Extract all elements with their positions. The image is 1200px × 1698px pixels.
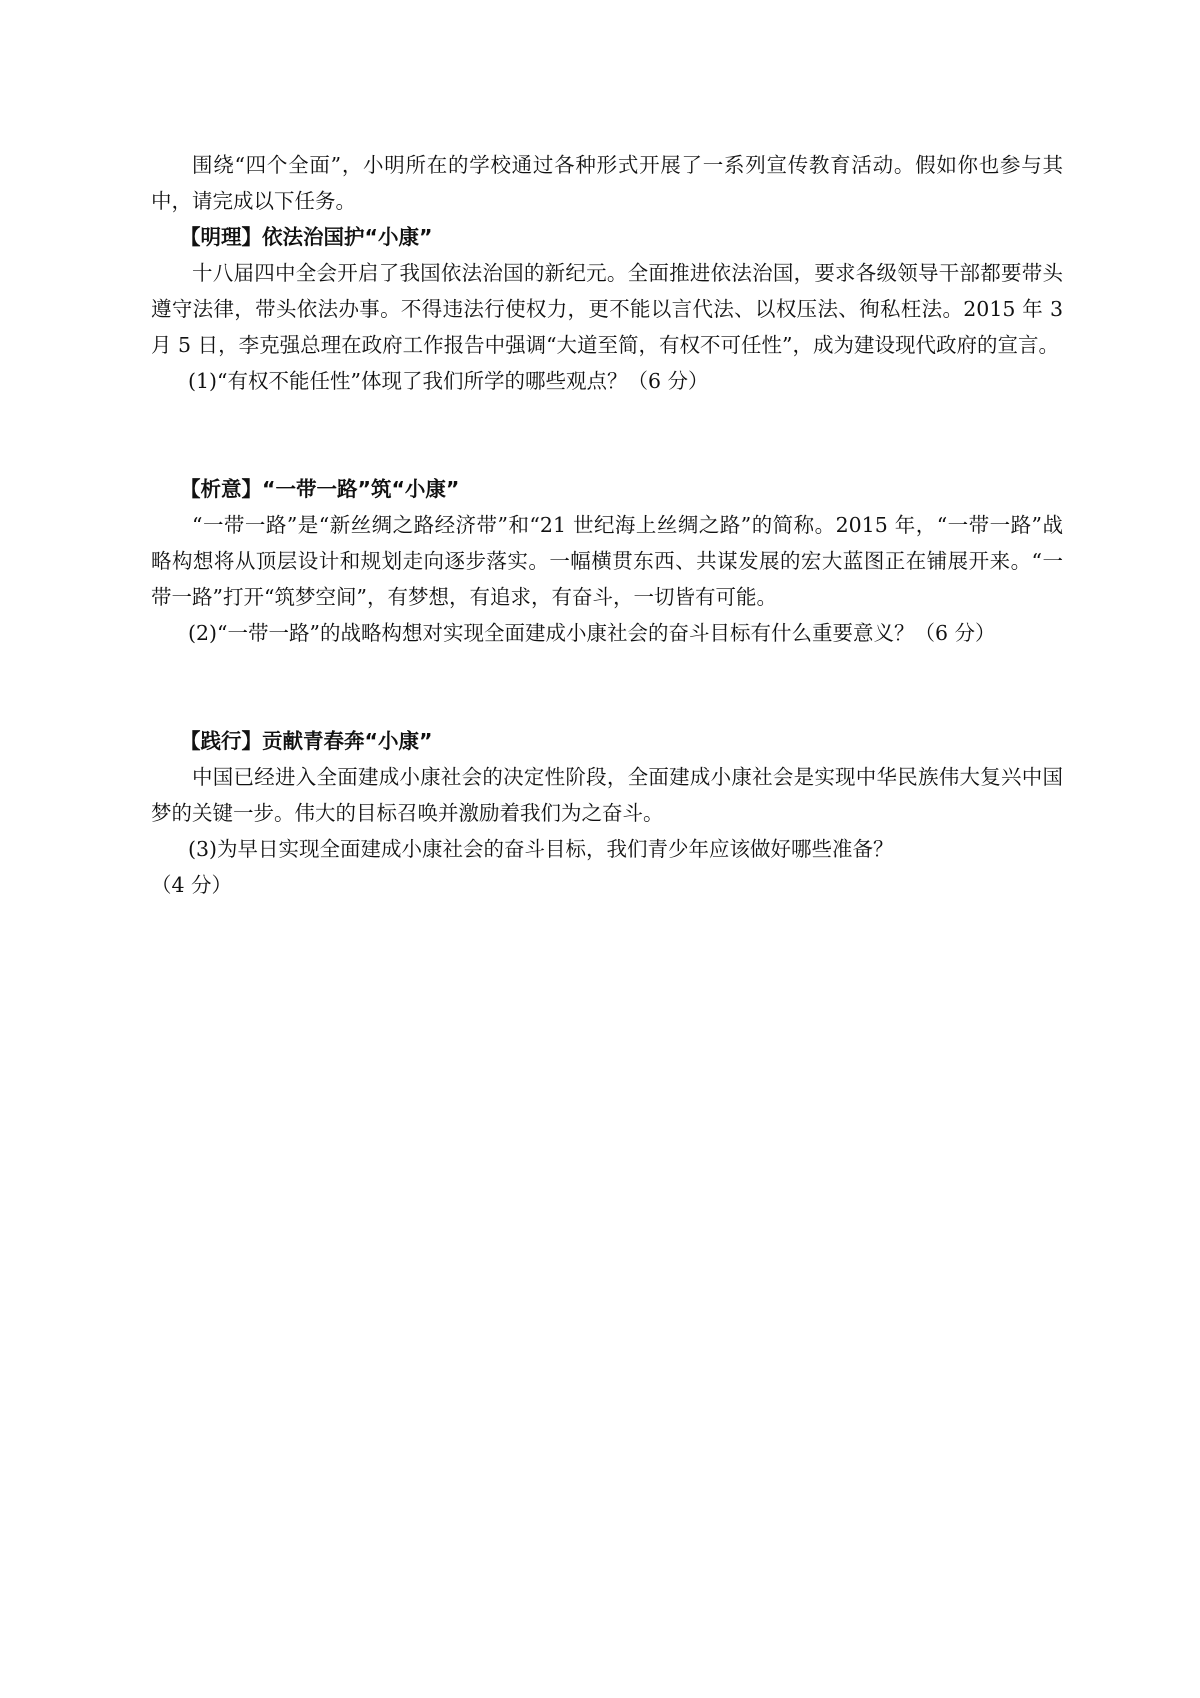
answer-space-1 xyxy=(151,399,1063,471)
section-body-mingli: 十八届四中全会开启了我国依法治国的新纪元。全面推进依法治国，要求各级领导干部都要带头遵守法律，带头依法办事。不得违法行使权力，更不能以言代法、以权压法、徇私枉法。2015 年 3 月 5 日，李克强总理在政府工作报告中强调“大道至简，有权不可任性”，成为建设现代政府的宣言。 xyxy=(151,261,1063,357)
section-heading-xiyi: 【析意】“一带一路”筑“小康” xyxy=(180,477,460,501)
section-heading-mingli: 【明理】依法治国护“小康” xyxy=(180,225,433,249)
question-3: (3)为早日实现全面建成小康社会的奋斗目标，我们青少年应该做好哪些准备？ xyxy=(188,837,894,861)
question-3-score: （4 分） xyxy=(151,873,233,897)
intro-paragraph: 围绕“四个全面”，小明所在的学校通过各种形式开展了一系列宣传教育活动。假如你也参与其中，请完成以下任务。 xyxy=(151,153,1063,213)
question-1: (1)“有权不能任性”体现了我们所学的哪些观点？（6 分） xyxy=(188,369,709,393)
section-heading-jianxing: 【践行】贡献青春奔“小康” xyxy=(180,729,433,753)
answer-space-2 xyxy=(151,651,1063,723)
document-page xyxy=(151,147,1063,903)
section-body-jianxing: 中国已经进入全面建成小康社会的决定性阶段，全面建成小康社会是实现中华民族伟大复兴中国梦的关键一步。伟大的目标召唤并激励着我们为之奋斗。 xyxy=(151,765,1063,825)
question-2: (2)“一带一路”的战略构想对实现全面建成小康社会的奋斗目标有什么重要意义？（6 分） xyxy=(188,621,996,645)
section-body-xiyi: “一带一路”是“新丝绸之路经济带”和“21 世纪海上丝绸之路”的简称。2015 年，“一带一路”战略构想将从顶层设计和规划走向逐步落实。一幅横贯东西、共谋发展的宏大蓝图正在铺展开来。“一带一路”打开“筑梦空间”，有梦想，有追求，有奋斗，一切皆有可能。 xyxy=(151,513,1063,609)
